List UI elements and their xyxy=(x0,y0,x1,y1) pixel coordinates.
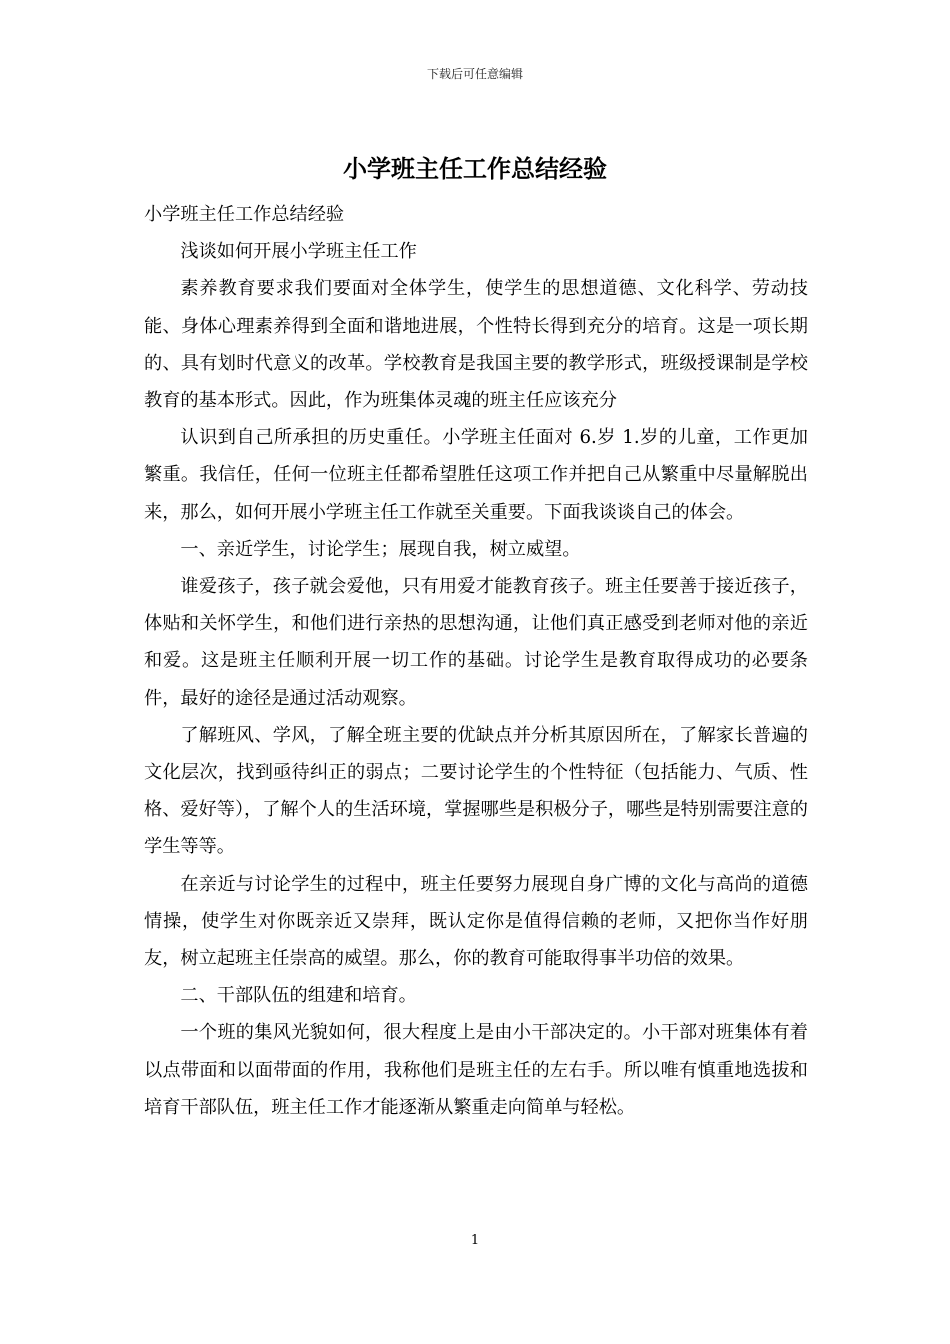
body-paragraph: 认识到自己所承担的历史重任。小学班主任面对 6.岁 1.岁的儿童，工作更加繁重。我信任，任何一位班主任都希望胜任这项工作并把自己从繁重中尽量解脱出来，那么，如何开展小学班主任工作就至关重要。下面我谈谈自己的体会。 xyxy=(144,427,808,523)
body-paragraph: 素养教育要求我们要面对全体学生，使学生的思想道德、文化科学、劳动技能、身体心理素养得到全面和谐地进展，个性特长得到充分的培育。这是一项长期的、具有划时代意义的改革。学校教育是我国主要的教学形式，班级授课制是学校教育的基本形式。因此，作为班集体灵魂的班主任应该充分 xyxy=(144,278,808,412)
body-paragraph: 小学班主任工作总结经验 xyxy=(144,204,345,225)
page-header-note: 下载后可任意编辑 xyxy=(426,67,523,81)
body-paragraph: 了解班风、学风，了解全班主要的优缺点并分析其原因所在，了解家长普遍的文化层次，找到亟待纠正的弱点；二要讨论学生的个性特征（包括能力、气质、性格、爱好等），了解个人的生活环境，掌握哪些是积极分子，哪些是特别需要注意的学生等等。 xyxy=(144,724,808,858)
page-number: 1 xyxy=(470,1233,480,1248)
document-title: 小学班主任工作总结经验 xyxy=(343,154,607,183)
body-paragraph: 谁爱孩子，孩子就会爱他，只有用爱才能教育孩子。班主任要善于接近孩子，体贴和关怀学生，和他们进行亲热的思想沟通，让他们真正感受到老师对他的亲近和爱。这是班主任顺利开展一切工作的基础。讨论学生是教育取得成功的必要条件，最好的途径是通过活动观察。 xyxy=(144,576,808,709)
body-paragraph: 浅谈如何开展小学班主任工作 xyxy=(180,241,417,263)
body-paragraph: 一个班的集风光貌如何，很大程度上是由小干部决定的。小干部对班集体有着以点带面和以面带面的作用，我称他们是班主任的左右手。所以唯有慎重地选拔和培育干部队伍，班主任工作才能逐渐从繁重走向简单与轻松。 xyxy=(144,1022,808,1118)
body-paragraph: 在亲近与讨论学生的过程中，班主任要努力展现自身广博的文化与高尚的道德情操，使学生对你既亲近又崇拜，既认定你是值得信赖的老师，又把你当作好朋友，树立起班主任崇高的威望。那么，你的教育可能取得事半功倍的效果。 xyxy=(144,873,808,970)
section-heading: 一、亲近学生，讨论学生；展现自我，树立威望。 xyxy=(180,538,581,560)
section-heading: 二、干部队伍的组建和培育。 xyxy=(180,985,417,1007)
document-body xyxy=(144,196,808,1126)
